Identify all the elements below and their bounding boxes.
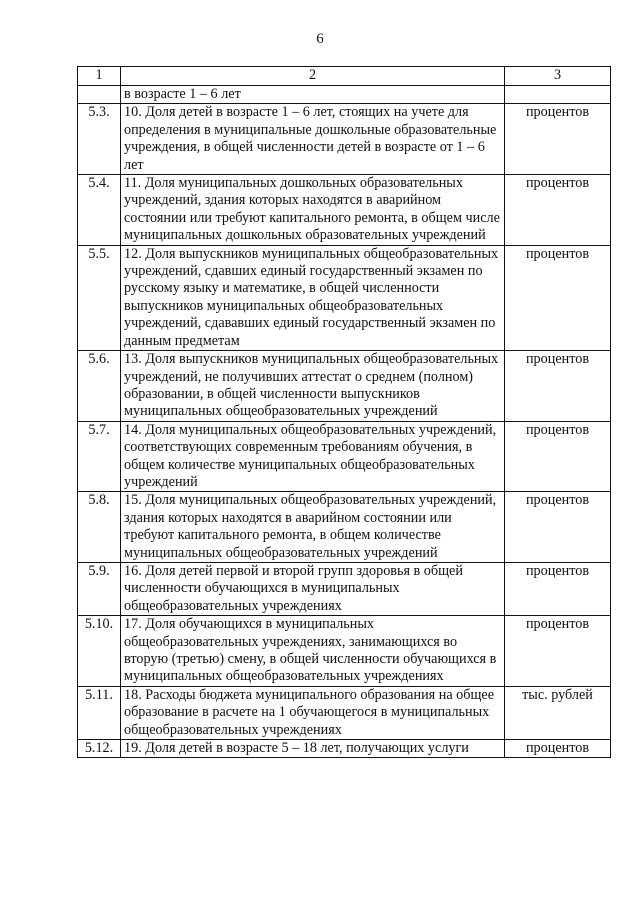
unit-cell: процентов — [505, 562, 611, 615]
indicator-text-cell: 11. Доля муниципальных дошкольных образовательных учреждений, здания которых находятся в аварийном состоянии или требуют капитального ремонта, в общем числе муниципальных дошкольных образовательных учреждений — [121, 175, 505, 246]
unit-cell — [505, 86, 611, 104]
row-number-cell: 5.7. — [78, 421, 121, 492]
table-header-row — [78, 67, 611, 86]
row-number-cell: 5.5. — [78, 245, 121, 350]
indicator-text-cell: 19. Доля детей в возрасте 5 – 18 лет, получающих услуги — [121, 740, 505, 758]
table-row — [78, 104, 611, 175]
unit-cell: процентов — [505, 104, 611, 175]
indicator-text-cell: 14. Доля муниципальных общеобразовательных учреждений, соответствующих современным требованиям обучения, в общем количестве муниципальных общеобразовательных учреждений — [121, 421, 505, 492]
header-col-1: 1 — [78, 67, 121, 86]
table-row — [78, 686, 611, 739]
row-number-cell: 5.9. — [78, 562, 121, 615]
unit-cell: процентов — [505, 421, 611, 492]
row-number-cell: 5.8. — [78, 492, 121, 563]
table-row — [78, 616, 611, 687]
unit-cell: тыс. рублей — [505, 686, 611, 739]
row-number-cell: 5.11. — [78, 686, 121, 739]
indicators-table — [77, 66, 611, 758]
table-row — [78, 245, 611, 350]
table-row — [78, 175, 611, 246]
unit-cell: процентов — [505, 740, 611, 758]
row-number-cell: 5.3. — [78, 104, 121, 175]
indicator-text-cell: в возрасте 1 – 6 лет — [121, 86, 505, 104]
unit-cell: процентов — [505, 245, 611, 350]
header-col-2: 2 — [121, 67, 505, 86]
unit-cell: процентов — [505, 175, 611, 246]
row-number-cell: 5.6. — [78, 351, 121, 422]
unit-cell: процентов — [505, 616, 611, 687]
row-number-cell: 5.10. — [78, 616, 121, 687]
table-row — [78, 421, 611, 492]
table-row — [78, 562, 611, 615]
unit-cell: процентов — [505, 351, 611, 422]
unit-cell: процентов — [505, 492, 611, 563]
page-number: 6 — [316, 31, 324, 47]
header-col-3: 3 — [505, 67, 611, 86]
indicator-text-cell: 12. Доля выпускников муниципальных общеобразовательных учреждений, сдавших единый государственный экзамен по русскому языку и математике, в общей численности выпускников муниципальных общеобразовательных учреждений, сдававших единый государственный экзамен по данным предметам — [121, 245, 505, 350]
indicator-text-cell: 17. Доля обучающихся в муниципальных общеобразовательных учреждениях, занимающихся во вторую (третью) смену, в общей численности обучающихся в муниципальных общеобразовательных учреждениях — [121, 616, 505, 687]
row-number-cell: 5.12. — [78, 740, 121, 758]
indicator-text-cell: 16. Доля детей первой и второй групп здоровья в общей численности обучающихся в муниципальных общеобразовательных учреждениях — [121, 562, 505, 615]
row-number-cell — [78, 86, 121, 104]
table-row — [78, 351, 611, 422]
indicator-text-cell: 10. Доля детей в возрасте 1 – 6 лет, стоящих на учете для определения в муниципальные дошкольные образовательные учреждения, в общей численности детей в возрасте от 1 – 6 лет — [121, 104, 505, 175]
indicator-text-cell: 13. Доля выпускников муниципальных общеобразовательных учреждений, не получивших аттестат о среднем (полном) образовании, в общей численности выпускников муниципальных общеобразовательных учреждений — [121, 351, 505, 422]
indicator-text-cell: 15. Доля муниципальных общеобразовательных учреждений, здания которых находятся в аварийном состоянии или требуют капитального ремонта, в общем количестве муниципальных общеобразовательных учреждений — [121, 492, 505, 563]
table-row-continuation — [78, 86, 611, 104]
table-row — [78, 492, 611, 563]
indicator-text-cell: 18. Расходы бюджета муниципального образования на общее образование в расчете на 1 обучающегося в муниципальных общеобразовательных учреждениях — [121, 686, 505, 739]
row-number-cell: 5.4. — [78, 175, 121, 246]
table-row — [78, 740, 611, 758]
